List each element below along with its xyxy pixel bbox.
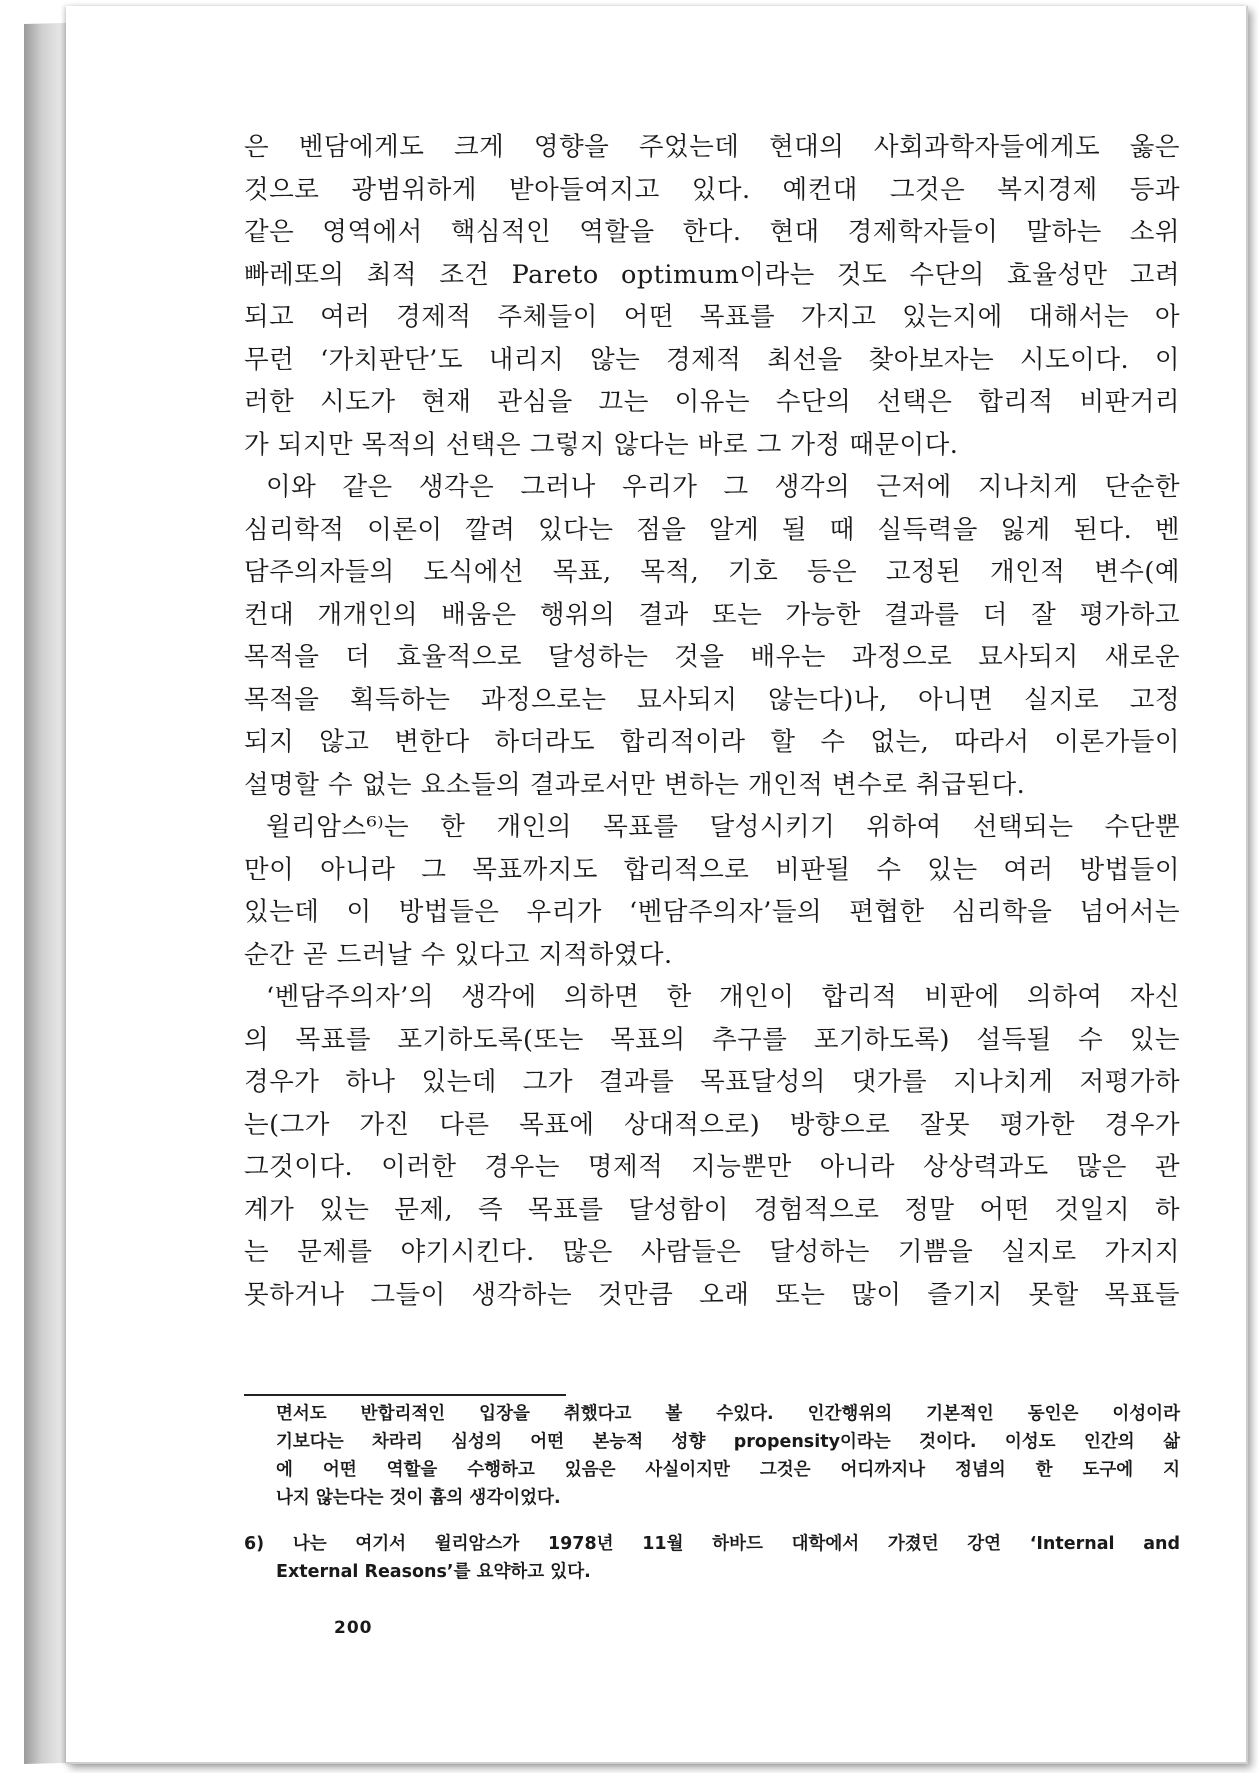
book-page [66, 6, 1248, 1764]
text-line: 는 문제를 야기시킨다. 많은 사람들은 달성하는 기쁨을 실지로 가지지 [244, 1237, 1180, 1267]
text-line: 담주의자들의 도식에선 목표, 목적, 기호 등은 고정된 개인적 변수(예 [244, 557, 1180, 587]
text-line: 만이 아니라 그 목표까지도 합리적으로 비판될 수 있는 여러 방법들이 [244, 854, 1180, 885]
text-line: 이와 같은 생각은 그러나 우리가 그 생각의 근저에 지나치게 단순한 [266, 472, 1180, 502]
text-line: 빠레또의 최적 조건 Pareto optimum이라는 것도 수단의 효율성만 고려 [244, 259, 1180, 290]
text-line: 같은 영역에서 핵심적인 역할을 한다. 현대 경제학자들이 말하는 소위 [244, 217, 1180, 247]
text-line: 의 목표를 포기하도록(또는 목표의 추구를 포기하도록) 설득될 수 있는 [244, 1024, 1180, 1055]
text-line: 목적을 더 효율적으로 달성하는 것을 배우는 과정으로 묘사되지 새로운 [244, 642, 1180, 672]
text-line: 되지 않고 변한다 하더라도 합리적이라 할 수 없는, 따라서 이론가들이 [244, 727, 1180, 757]
text-line: 그것이다. 이러한 경우는 명제적 지능뿐만 아니라 상상력과도 많은 관 [244, 1152, 1180, 1182]
text-line: 못하거나 그들이 생각하는 것만큼 오래 또는 많이 즐기지 못할 목표들 [244, 1279, 1180, 1310]
text-line: 되고 여러 경제적 주체들이 어떤 목표를 가지고 있는지에 대해서는 아 [244, 302, 1180, 332]
body-text [244, 126, 1180, 1316]
footnote-line: 에 어떤 역할을 수행하고 있음은 사실이지만 그것은 어디까지나 정념의 한 도구에 지 [276, 1460, 1180, 1480]
footnote-divider [244, 1394, 566, 1396]
footnote-line: 면서도 반합리적인 입장을 취했다고 볼 수있다. 인간행위의 기본적인 동인은 이성이라 [276, 1404, 1180, 1424]
text-line: 설명할 수 없는 요소들의 결과로서만 변하는 개인적 변수로 취급된다. [244, 769, 1026, 800]
text-line: 것으로 광범위하게 받아들여지고 있다. 예컨대 그것은 복지경제 등과 [244, 174, 1180, 205]
text-line: ‘벤담주의자’의 생각에 의하면 한 개인이 합리적 비판에 의하여 자신 [266, 982, 1180, 1012]
footnote-line: 기보다는 차라리 심성의 어떤 본능적 성향 propensity이라는 것이다. 이성도 인간의 삶 [276, 1432, 1180, 1452]
text-line: 순간 곧 드러날 수 있다고 지적하였다. [244, 939, 673, 970]
text-line: 컨대 개개인의 배움은 행위의 결과 또는 가능한 결과를 더 잘 평가하고 [244, 599, 1180, 630]
footnote-6-line: 6) 나는 여기서 윌리암스가 1978년 11월 하바드 대학에서 가졌던 강연 ‘Internal and [244, 1534, 1180, 1554]
text-line: 계가 있는 문제, 즉 목표를 달성함이 경험적으로 정말 어떤 것일지 하 [244, 1194, 1180, 1225]
page-number: 200 [334, 1618, 373, 1638]
text-line: 경우가 하나 있는데 그가 결과를 목표달성의 댓가를 지나치게 저평가하 [244, 1067, 1180, 1097]
text-line: 는(그가 가진 다른 목표에 상대적으로) 방향으로 잘못 평가한 경우가 [244, 1109, 1180, 1140]
text-line: 윌리암스⁶⁾는 한 개인의 목표를 달성시키기 위하여 선택되는 수단뿐 [266, 812, 1180, 842]
text-line: 심리학적 이론이 깔려 있다는 점을 알게 될 때 실득력을 잃게 된다. 벤 [244, 514, 1180, 545]
footnote-6-line: External Reasons’를 요약하고 있다. [276, 1562, 591, 1582]
footnote-line: 나지 않는다는 것이 흄의 생각이었다. [276, 1488, 561, 1508]
footnotes [244, 1400, 1180, 1586]
text-line: 목적을 획득하는 과정으로는 묘사되지 않는다)나, 아니면 실지로 고정 [244, 684, 1180, 715]
text-line: 있는데 이 방법들은 우리가 ‘벤담주의자’들의 편협한 심리학을 넘어서는 [244, 897, 1180, 927]
text-line: 무런 ‘가치판단’도 내리지 않는 경제적 최선을 찾아보자는 시도이다. 이 [244, 344, 1180, 375]
text-line: 은 벤담에게도 크게 영향을 주었는데 현대의 사회과학자들에게도 옳은 [244, 132, 1180, 162]
text-line: 가 되지만 목적의 선택은 그렇지 않다는 바로 그 가정 때문이다. [244, 429, 959, 460]
text-line: 러한 시도가 현재 관심을 끄는 이유는 수단의 선택은 합리적 비판거리 [244, 387, 1180, 417]
